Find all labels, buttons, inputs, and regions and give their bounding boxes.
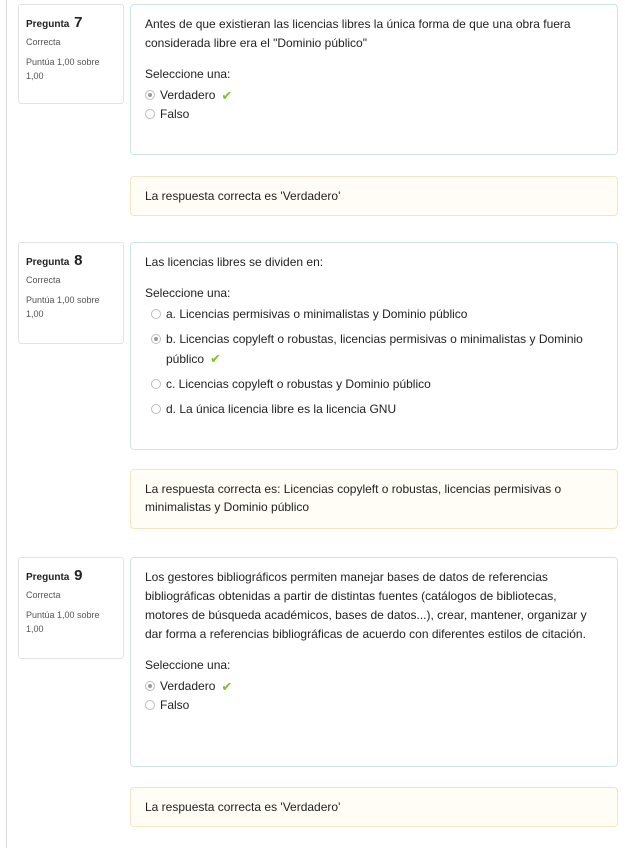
option-label: c. Licencias copyleft o robustas y Dominio público [166,377,431,391]
answer-options [145,677,603,715]
answer-option-c[interactable] [145,375,603,394]
question-number: 7 [74,14,83,31]
answer-options [145,86,603,124]
radio-button[interactable] [145,90,155,100]
question-grade: Puntúa 1,00 sobre 1,00 [26,57,100,81]
answer-prompt: Seleccione una: [145,658,231,672]
option-label: Verdadero [160,88,216,102]
question-text: Los gestores bibliográficos permiten manejar bases de datos de referencias bibliográficas obtenidas a partir de distintas fuentes (catálogos de bibliotecas, motores de búsqueda académicos, bases de datos...), crear, mantener, organizar y dar forma a referencias bibliográficas de acuerdo con diferentes estilos de citación. [145,570,587,641]
option-label: Verdadero [160,679,216,693]
question-grade: Puntúa 1,00 sobre 1,00 [26,610,100,634]
feedback-box-9 [130,787,618,827]
question-text: Las licencias libres se dividen en: [145,255,324,269]
radio-button[interactable] [145,700,155,710]
question-label: Pregunta [26,257,70,268]
question-number: 9 [74,567,83,584]
question-state: Correcta [26,275,61,285]
question-title [26,567,116,584]
answer-option-falso[interactable] [145,105,603,124]
radio-button[interactable] [151,379,161,389]
answer-option-verdadero[interactable] [145,677,603,696]
option-label: Falso [160,698,190,712]
question-formulation-9 [130,557,618,767]
question-label: Pregunta [26,19,70,30]
question-info-8 [18,242,124,344]
radio-button[interactable] [145,109,155,119]
answer-option-verdadero[interactable] [145,86,603,105]
correct-answer-text: La respuesta correcta es 'Verdadero' [145,800,341,814]
answer-options [145,305,603,419]
correct-answer-text: La respuesta correcta es: Licencias copyleft o robustas, licencias permisivas o minimalistas y Dominio público [145,482,562,514]
correct-check-icon: ✔ [221,88,233,103]
radio-button[interactable] [151,334,161,344]
answer-prompt: Seleccione una: [145,286,231,300]
answer-option-b[interactable] [145,330,603,369]
question-label: Pregunta [26,572,70,583]
option-label: Falso [160,107,190,121]
question-title [26,14,116,31]
radio-button[interactable] [151,309,161,319]
question-info-7 [18,4,124,104]
option-label: a. Licencias permisivas o minimalistas y Dominio público [166,307,468,321]
left-border [6,0,7,848]
question-formulation-7 [130,4,618,155]
radio-button[interactable] [151,404,161,414]
option-label: d. La única licencia libre es la licencia GNU [166,402,397,416]
question-info-9 [18,557,124,659]
question-state: Correcta [26,590,61,600]
correct-answer-text: La respuesta correcta es 'Verdadero' [145,189,341,203]
radio-button[interactable] [145,681,155,691]
option-label-wrap [166,330,603,369]
option-label: b. Licencias copyleft o robustas, licencias permisivas o minimalistas y Dominio público [166,332,583,366]
answer-prompt: Seleccione una: [145,67,231,81]
correct-check-icon: ✔ [210,351,221,366]
correct-check-icon: ✔ [221,679,233,694]
question-text: Antes de que existieran las licencias libres la única forma de que una obra fuera considerada libre era el "Dominio público" [145,17,571,50]
question-state: Correcta [26,37,61,47]
question-title [26,252,116,269]
question-grade: Puntúa 1,00 sobre 1,00 [26,295,100,319]
feedback-box-8 [130,469,618,529]
answer-option-falso[interactable] [145,696,603,715]
question-number: 8 [74,252,83,269]
question-formulation-8 [130,242,618,450]
feedback-box-7 [130,176,618,216]
answer-option-d[interactable] [145,400,603,419]
answer-option-a[interactable] [145,305,603,324]
